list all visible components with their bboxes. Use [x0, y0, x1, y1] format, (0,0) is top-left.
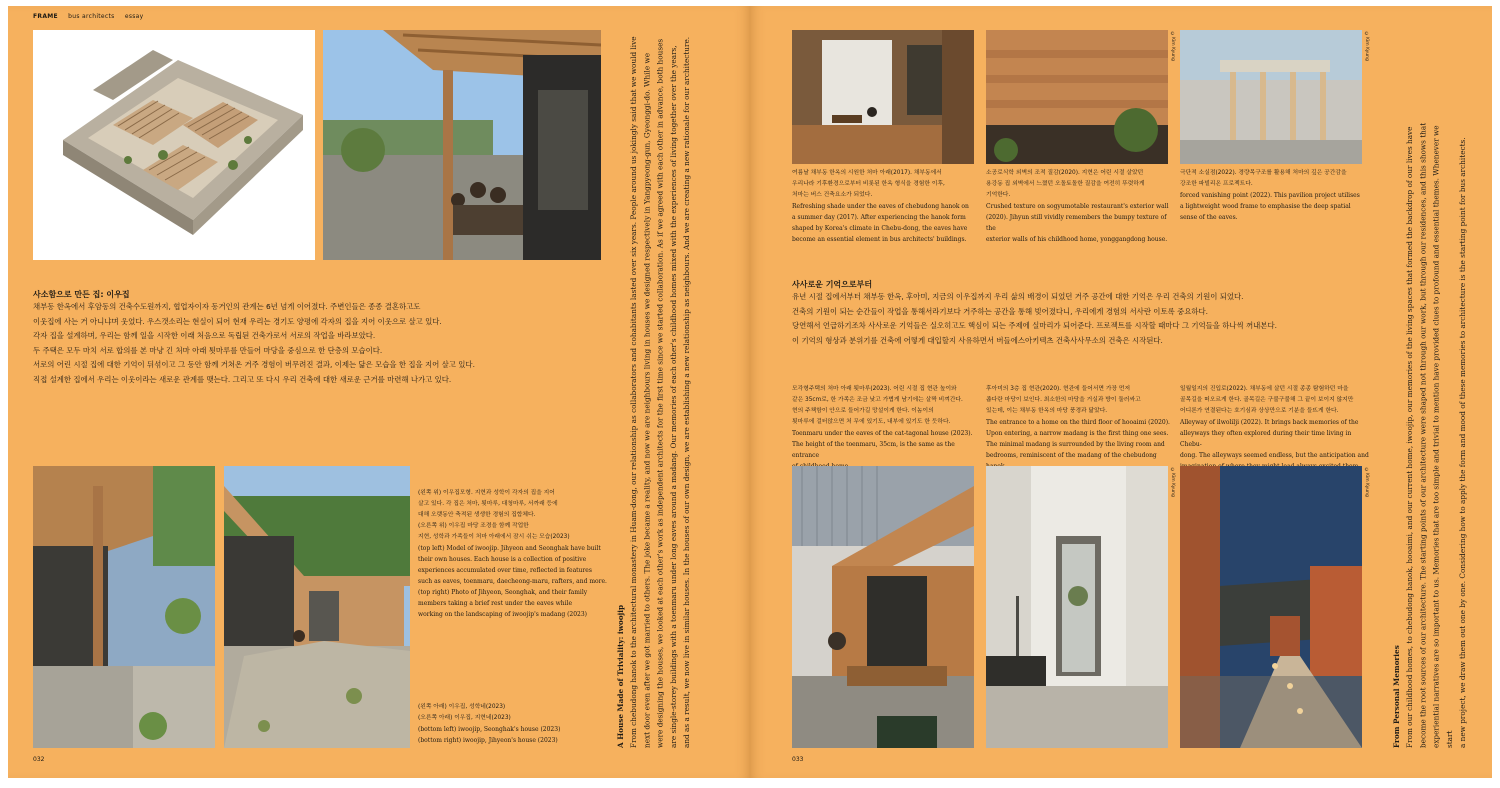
caption-line: The minimal madang is surrounded by the living room and [986, 441, 1165, 448]
magazine-spread [8, 6, 1492, 778]
header-section: bus architects [68, 13, 115, 20]
caption-hooaimi-entrance [986, 384, 1176, 472]
page-header [33, 13, 152, 20]
caption-line: working on the landscaping of iwoojip's madang (2023) [418, 611, 588, 618]
korean-body [33, 300, 475, 388]
eaves-family-photo [323, 30, 601, 260]
caption-line: 같은 35cm로, 한 가족은 조금 낮고 가볍게 남기에는 살짝 비껴간다. [792, 397, 963, 403]
photo-credit: ©Kim Kyung [1364, 468, 1369, 497]
caption-line: Crushed texture on sogyumotable restaurant's exterior wall [986, 203, 1169, 210]
caption-pavilion [1180, 168, 1370, 223]
korean-title: 사소함으로 만든 집: 이우집 [33, 290, 130, 299]
caption-line: exterior walls of his childhood home, yonggangdong house. [986, 236, 1168, 243]
magazine-brand: FRAME [33, 13, 58, 20]
caption-line: (bottom left) iwoojip, Seonghak's house (2023) [418, 726, 561, 733]
caption-line: (2020). Jihyun still vividly remembers the bumpy texture of the [986, 214, 1167, 232]
right-page [750, 6, 1492, 778]
caption-line: (top right) Photo of Jihyeon, Seonghak, and their family [418, 589, 588, 596]
caption-line: members taking a brief rest under the eaves while [418, 600, 573, 607]
photo-credit: ©Kim Kyung [1170, 32, 1175, 61]
caption-line: (오른쪽 아래) 이우집, 지현네(2023) [418, 715, 511, 721]
caption-line: The entrance to a home on the third floor of hooaimi (2020). [986, 419, 1170, 426]
caption-line: become an essential element in bus architects' buildings. [792, 236, 967, 243]
caption-line: (top left) Model of iwoojip. Jihyeon and Seonghak have built [418, 545, 601, 552]
korean-line: 직접 설계한 집에서 우리는 이웃이라는 새로운 관계를 맺는다. 그리고 또 다시 우리 건축에 대한 새로운 근거를 마련해 나가고 있다. [33, 374, 452, 384]
english-line: a new project, we draw them out one by one. Considering how to apply the form and mood of these memories to architecture is the starting point for bus architects. [1458, 137, 1468, 748]
caption-line: dong. The alleyways seemed endless, but the anticipation and [1180, 452, 1369, 459]
korean-line: 각자 집을 설계하며, 우리는 함께 일을 시작한 이래 처음으로 독립된 건축가로서 서로의 작업을 바라보았다. [33, 331, 376, 341]
english-line: become the root sources of our architecture. The starting points of our architecture were shaped not through our work, but through our residences, and this shows that [1418, 122, 1428, 748]
caption-line: Alleyway of ilwolilji (2022). It brings back memories of the [1180, 419, 1359, 426]
korean-line: 유년 시절 집에서부터 채부동 한옥, 후아미, 지금의 이우집까지 우리 삶의 배경이 되었던 거주 공간에 대한 기억은 우리 건축의 기원이 되었다. [792, 292, 1244, 301]
english-line: experiential narratives are so important to us. Memories that are too simple and trivial to mention have provided clues to profound and essential themes. Whenever we start [1431, 125, 1454, 748]
english-line: are single-storey buildings with a toenmaru under long eaves around a madang. Our memories of each other's childhood homes mixed with the experiences of living together over the years, [668, 45, 678, 748]
caption-line: (왼쪽 아래) 이우집, 성학네(2023) [418, 704, 506, 710]
alleyway-photo [1180, 466, 1362, 748]
english-title: A House Made of Triviality: iwoojip [616, 604, 625, 748]
english-line: From our childhood homes, to chebudong hanok, hooaimi, and our current home, iwoojip, our memories of the living spaces that formed the backdrop of our lives have [1405, 126, 1415, 748]
caption-line: 모각형주택의 처마 아래 툇마루(2023). 어린 시절 집 현관 높이와 [792, 386, 957, 392]
caption-line: 기억한다. [986, 192, 1011, 198]
korean-body [792, 290, 1277, 348]
caption-line: 일월일지의 진입로(2022). 채부동에 살던 시절 종종 탐험하던 마을 [1180, 386, 1349, 392]
caption-line: 지현, 성학과 가족들이 처마 아래에서 잠시 쉬는 모습(2023) [418, 534, 570, 540]
korean-line: 두 주택은 모두 마치 서로 합의를 본 마냥 긴 처마 아래 툇마루를 만들어 마당을 중심으로 한 단층의 모습이다. [33, 345, 383, 355]
caption-line: forced vanishing point (2022). This pavilion project utilises [1180, 192, 1360, 199]
caption-line: 처마는 버스 건축요소가 되었다. [792, 192, 873, 198]
caption-line: 소공로식학 외벽의 조적 질감(2020). 지현은 어린 시절 살았던 [986, 170, 1144, 176]
caption-line: their own houses. Each house is a collection of positive [418, 556, 587, 563]
caption-line: (오른쪽 위) 이우집 마당 조경을 함께 작업한 [418, 523, 529, 529]
jihyeon-house-photo [224, 466, 410, 748]
caption-line: Upon entering, a narrow madang is the first thing one sees. [986, 430, 1169, 437]
korean-line: 서로의 어린 시절 집에 대한 기억이 뒤섞이고 그 동안 함께 거쳐온 거주 경험이 버무려진 결과, 이제는 닮은 모습을 한 집을 지어 살고 있다. [33, 360, 475, 370]
caption-line: sense of the eaves. [1180, 214, 1238, 221]
caption-line: such as eaves, toenmaru, daecheong-maru, rafters, and more. [418, 578, 607, 585]
caption-line: 골목길을 떠오르게 한다. 골목길은 구불구불해 그 끝이 보이지 않지만 [1180, 397, 1354, 403]
pavilion-photo [1180, 30, 1362, 164]
caption-alleyway [1180, 384, 1370, 472]
brick-texture-photo [986, 30, 1168, 164]
caption-line: 현의 주책함이 안으로 들어가길 망설이게 한다. 이놈이의 [792, 408, 934, 414]
caption-line: 좁다란 마당이 보인다. 최소한의 마당을 거실과 방이 둘러싸고 [986, 397, 1141, 403]
caption-line: bedrooms, reminiscent of the madang of the chebudong [986, 452, 1157, 459]
caption-toenmaru [792, 384, 982, 472]
english-line: and as a result, we now live in similar houses. In the houses of our own design, we are establishing a new relationship as neighbours. And we are creating a new rationale for our architecture. [682, 36, 692, 748]
left-page [8, 6, 750, 778]
header-category: essay [124, 13, 144, 20]
caption-line: (왼쪽 위) 이우집모형. 지현과 성학이 각자의 집을 지어 [418, 490, 555, 496]
caption-line: 어디론가 연결된다는 호기심과 상상만으로 기분을 들뜨게 한다. [1180, 408, 1339, 414]
korean-line: 건축의 기원이 되는 순간들이 작업을 통해서라기보다 거주하는 공간을 통해 빚어졌다니, 우리에게 경험의 서사란 이토록 중요하다. [792, 306, 1208, 316]
english-vertical-text [614, 36, 693, 748]
toenmaru-house-photo [792, 466, 974, 748]
caption-line: 강조한 파빌리온 프로젝트다. [1180, 181, 1253, 187]
caption-line: (bottom right) iwoojip, Jihyeon's house (2023) [418, 737, 558, 744]
page-number: 033 [792, 756, 804, 763]
page-number: 032 [33, 756, 45, 763]
caption-line: 있는데, 이는 채부동 한옥의 마당 풍경과 닮았다. [986, 408, 1108, 414]
caption-line: 툇마루에 걸터앉으면 처 무에 있기도, 내부에 있기도 한 듯하다. [792, 419, 951, 425]
caption-line: alleyways they often explored during their time living in Chebu- [1180, 430, 1352, 448]
english-vertical-text [1390, 106, 1469, 748]
caption-line: 극단적 소실점(2022). 경량목구조를 활용해 처마의 깊은 공간감을 [1180, 170, 1347, 176]
english-line: From chebudong hanok to the architectural monastery in Huam-dong, our relationship as collaborators and cohabitants lasted over six years. People around us jokingly said that we would live [629, 36, 639, 748]
caption-line: shaped by Korea's climate in Chebu-dong, the eaves have [792, 225, 968, 232]
caption-line: 여름날 채부동 한옥의 시원한 처마 아래(2017). 채부동에서 [792, 170, 942, 176]
caption-line: a summer day (2017). After experiencing the hanok form [792, 214, 966, 221]
caption-top-photos [418, 488, 608, 620]
caption-bottom-photos [418, 702, 608, 746]
caption-line: Toenmaru under the eaves of the cat-tagonal house (2023). [792, 430, 973, 437]
model-photo [33, 30, 315, 260]
caption-line: 살고 있다. 각 집은 처마, 툇마루, 대청마루, 서까래 등에 [418, 501, 558, 507]
caption-brick-wall [986, 168, 1176, 245]
korean-line: 이 기억의 형상과 분위기를 건축에 어떻게 대입할지 사유하면서 버들에스아키텍츠 건축사사무소의 건축은 시작된다. [792, 335, 1163, 345]
caption-line: 우리나라 기후환경으로부터 비롯된 한옥 형식을 경험한 이후, [792, 181, 945, 187]
photo-credit: ©Kim Kyung [1364, 32, 1369, 61]
korean-line: 이웃집에 사는 거 아니냐며 웃었다. 우스갯소리는 현실이 되어 현재 우리는 경기도 양평에 각자의 집을 지어 이웃으로 살고 있다. [33, 316, 442, 326]
korean-line: 당연해서 언급하기조차 사사로운 기억들은 실오히고도 핵심이 되는 주제에 실마리가 되어준다. 프로젝트를 시작할 때마다 그 기억들을 하나씩 꺼내본다. [792, 321, 1277, 331]
english-line: were designing the houses, we looked at each other's work as independent architects for the first time since we started collaboration. As if we agreed with each other in advance, both houses [655, 38, 665, 748]
caption-line: 용강동 집 외벽에서 느꼈던 오돌토돌한 질감을 여전히 뚜렷하게 [986, 181, 1145, 187]
caption-line: The height of the toenmaru, 35cm, is the same as the entrance [792, 441, 955, 459]
hooaimi-entrance-photo [986, 466, 1168, 748]
korean-line: 채부동 한옥에서 후암동의 건축수도원까지, 협업자이자 동거인의 관계는 6년 넘게 이어졌다. 주변인들은 종종 결혼하고도 [33, 302, 421, 311]
korean-title: 사사로운 기억으로부터 [792, 280, 873, 289]
caption-line: 대해 오랫동안 축적된 생생한 경험의 집합체다. [418, 512, 536, 518]
caption-line: 후아미의 3층 집 현관(2020). 현관에 들어서면 가장 먼저 [986, 386, 1131, 392]
chebudong-hanok-photo [792, 30, 974, 164]
caption-line: experiences accumulated over time, reflected in features [418, 567, 592, 574]
english-line: next door even after we got married to others. The joke became a reality, and now we are neighbours living in houses we designed respectively in Yangpyeong-gun, Gyeonggi-do. While we [642, 52, 652, 748]
caption-line: a lightweight wood frame to emphasise the deep spatial [1180, 203, 1351, 210]
caption-chebudong [792, 168, 982, 245]
english-title: From Personal Memories [1392, 645, 1401, 748]
caption-line: Refreshing shade under the eaves of chebudong hanok on [792, 203, 969, 210]
seonghak-house-photo [33, 466, 215, 748]
photo-credit: ©Kim Kyung [1170, 468, 1175, 497]
